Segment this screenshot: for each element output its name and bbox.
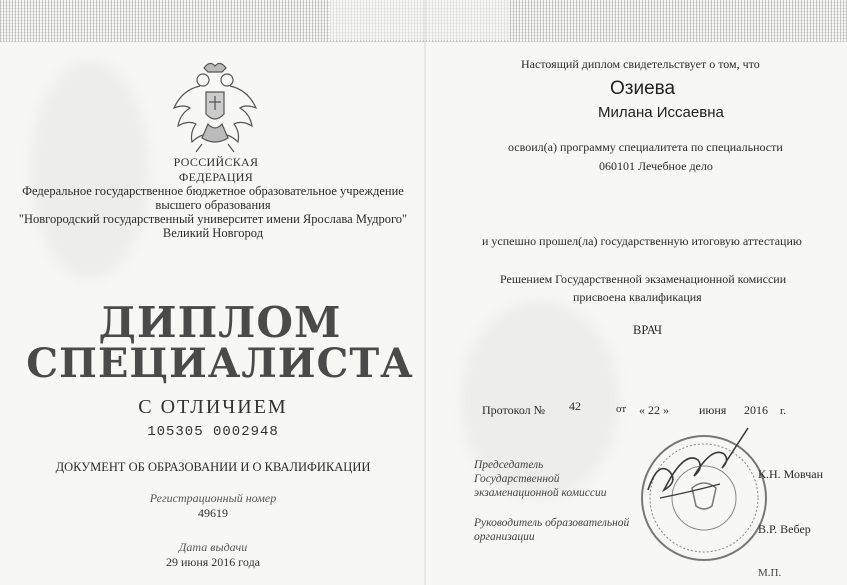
- head-title: [474, 516, 629, 544]
- document-type: ДОКУМЕНТ ОБ ОБРАЗОВАНИИ И О КВАЛИФИКАЦИИ: [55, 460, 371, 474]
- country-name: РОССИЙСКАЯ ФЕДЕРАЦИЯ: [173, 155, 259, 184]
- chair-title-line: Председатель: [474, 459, 544, 471]
- honors-label: С ОТЛИЧИЕМ: [138, 396, 288, 418]
- institution-line: "Новгородский государственный университет имени Ярослава Мудрого": [18, 212, 408, 226]
- head-name: В.Р. Вебер: [758, 522, 811, 536]
- coat-of-arms-icon: [170, 58, 260, 156]
- ornament-band-gap: [330, 0, 510, 40]
- chair-name: К.Н. Мовчан: [758, 467, 824, 481]
- protocol-label: Протокол №: [482, 403, 546, 417]
- registration-number: 49619: [198, 506, 228, 520]
- diploma-title: ДИПЛОМ: [98, 298, 342, 347]
- graduate-surname: Озиева: [610, 78, 676, 99]
- program-statement: освоил(а) программу специалитета по специальности: [508, 140, 783, 154]
- institution-line: высшего образования: [155, 198, 271, 212]
- protocol-number: 42: [569, 399, 581, 413]
- certification-intro: Настоящий диплом свидетельствует о том, что: [521, 57, 760, 71]
- institution-line: Великий Новгород: [162, 226, 264, 240]
- institution-line: Федеральное государственное бюджетное образовательное учреждение: [22, 184, 404, 198]
- scan-smudge: [30, 60, 150, 280]
- chair-title: [474, 458, 607, 500]
- protocol-year-suffix: г.: [780, 405, 787, 417]
- protocol-day: « 22 »: [639, 403, 669, 417]
- attestation-statement: и успешно прошел(ла) государственную итоговую аттестацию: [482, 234, 802, 248]
- head-title-line: Руководитель образовательной: [474, 517, 630, 529]
- issue-date: 29 июня 2016 года: [165, 555, 261, 569]
- protocol-month: июня: [699, 403, 727, 417]
- qualification-awarded-label: присвоена квалификация: [573, 290, 702, 304]
- head-title-line: организации: [474, 531, 535, 543]
- graduate-given-names: Милана Иссаевна: [598, 104, 724, 121]
- serial-number: 105305 0002948: [147, 424, 279, 440]
- qualification: ВРАЧ: [633, 323, 662, 337]
- protocol-from: от: [616, 403, 627, 415]
- diploma-subtitle: СПЕЦИАЛИСТА: [26, 340, 414, 387]
- signature-icon: [640, 420, 760, 510]
- chair-title-line: экзаменационной комиссии: [474, 487, 607, 499]
- institution-block: [0, 184, 426, 240]
- commission-decision: Решением Государственной экзаменационной комиссии: [500, 272, 787, 286]
- registration-label: Регистрационный номер: [149, 491, 277, 505]
- chair-title-line: Государственной: [474, 473, 560, 485]
- seal-mark: М.П.: [758, 567, 782, 579]
- specialty: 060101 Лечебное дело: [599, 159, 713, 173]
- protocol-year: 2016: [744, 403, 768, 417]
- issue-date-label: Дата выдачи: [178, 540, 248, 554]
